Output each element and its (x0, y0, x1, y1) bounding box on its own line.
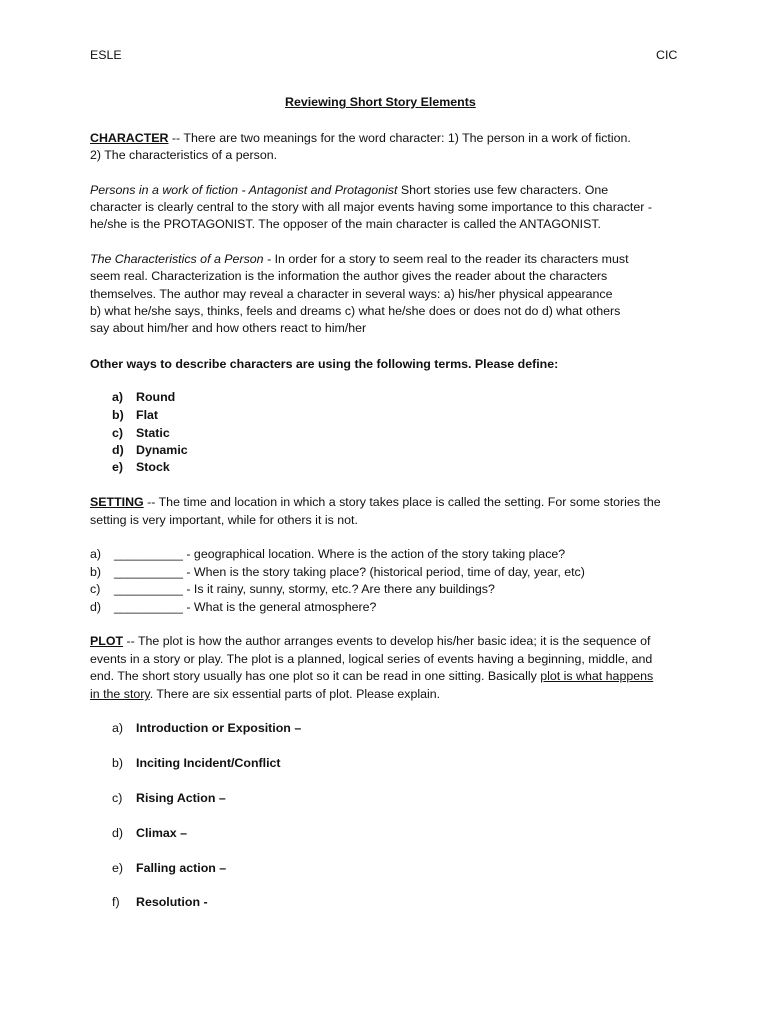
plot-heading: PLOT (90, 634, 124, 648)
characteristics-line-3: themselves. The author may reveal a character in several ways: a) his/her physical appearance (90, 287, 613, 301)
plot-part-label: e) (112, 861, 124, 875)
plot-line-4 (90, 687, 440, 701)
plot-part-label: b) (112, 756, 124, 770)
plot-part-text: Inciting Incident/Conflict (136, 756, 281, 770)
term-item (112, 408, 158, 422)
plot-part-label: f) (112, 895, 120, 909)
plot-text-3a: end. The short story usually has one plot so it can be read in one sitting. Basically (90, 669, 541, 683)
term-item (112, 426, 170, 440)
plot-part-text: Falling action – (136, 861, 227, 875)
term-item (112, 390, 175, 404)
other-ways-line: Other ways to describe characters are using the following terms. Please define: (90, 357, 559, 371)
term-text: Round (136, 390, 176, 404)
plot-part-item (112, 756, 281, 770)
plot-part-label: c) (112, 791, 123, 805)
setting-text-1: -- The time and location in which a story takes place is called the setting. For some stories the (143, 495, 661, 509)
plot-part-item (112, 791, 226, 805)
term-label: c) (112, 426, 124, 440)
plot-part-item (112, 826, 187, 840)
term-item (112, 460, 170, 474)
character-heading: CHARACTER (90, 131, 169, 145)
term-text: Dynamic (136, 443, 188, 457)
plot-emphasis-1: plot is what happens (540, 669, 654, 683)
term-label: a) (112, 390, 124, 404)
persons-line-1 (90, 183, 608, 197)
persons-heading: Persons in a work of fiction - Antagonist and Protagonist (90, 183, 398, 197)
term-text: Static (136, 426, 170, 440)
header-right: CIC (656, 48, 678, 62)
setting-item (90, 600, 376, 614)
setting-item (90, 582, 495, 596)
persons-line-3: he/she is the PROTAGONIST. The opposer of the main character is called the ANTAGONIST. (90, 217, 601, 231)
setting-item-label: c) (90, 582, 101, 596)
term-label: e) (112, 460, 124, 474)
characteristics-line-2: seem real. Characterization is the information the author gives the reader about the characters (90, 269, 608, 283)
characteristics-line-5: say about him/her and how others react to him/her (90, 321, 367, 335)
term-label: d) (112, 443, 124, 457)
term-item (112, 443, 188, 457)
character-line-1 (90, 131, 631, 145)
setting-item-text: __________ - What is the general atmosphere? (114, 600, 377, 614)
plot-part-item (112, 895, 208, 909)
setting-item-text: __________ - Is it rainy, sunny, stormy, etc.? Are there any buildings? (114, 582, 495, 596)
term-label: b) (112, 408, 124, 422)
plot-part-label: a) (112, 721, 124, 735)
plot-part-item (112, 721, 301, 735)
persons-line-2: character is clearly central to the story with all major events having some importance to this character - (90, 200, 652, 214)
setting-item (90, 565, 585, 579)
setting-item-label: b) (90, 565, 102, 579)
character-text-1: -- There are two meanings for the word character: 1) The person in a work of fiction. (168, 131, 631, 145)
term-text: Flat (136, 408, 159, 422)
character-line-2: 2) The characteristics of a person. (90, 148, 278, 162)
setting-line-2: setting is very important, while for others it is not. (90, 513, 358, 527)
plot-line-2: events in a story or play. The plot is a planned, logical series of events having a beginning, middle, and (90, 652, 653, 666)
setting-item-text: __________ - When is the story taking place? (historical period, time of day, year, etc) (114, 565, 585, 579)
setting-item-label: a) (90, 547, 102, 561)
term-text: Stock (136, 460, 170, 474)
persons-text-1: Short stories use few characters. One (397, 183, 609, 197)
plot-text-1: -- The plot is how the author arranges events to develop his/her basic idea; it is the sequence of (123, 634, 651, 648)
plot-part-text: Resolution - (136, 895, 208, 909)
document-title: Reviewing Short Story Elements (285, 95, 476, 109)
plot-part-text: Climax – (136, 826, 187, 840)
plot-part-text: Rising Action – (136, 791, 226, 805)
plot-line-3 (90, 669, 653, 683)
plot-emphasis-2: in the story (90, 687, 150, 701)
characteristics-heading: The Characteristics of a Person - (90, 252, 272, 266)
characteristics-line-4: b) what he/she says, thinks, feels and dreams c) what he/she does or does not do d) what others (90, 304, 621, 318)
plot-part-label: d) (112, 826, 124, 840)
setting-item (90, 547, 565, 561)
header-left: ESLE (90, 48, 122, 62)
plot-part-item (112, 861, 226, 875)
setting-heading: SETTING (90, 495, 144, 509)
setting-item-text: __________ - geographical location. Where is the action of the story taking place? (114, 547, 566, 561)
characteristics-text-1: In order for a story to seem real to the reader its characters must (271, 252, 629, 266)
plot-line-1 (90, 634, 650, 648)
characteristics-line-1 (90, 252, 629, 266)
setting-item-label: d) (90, 600, 102, 614)
plot-part-text: Introduction or Exposition – (136, 721, 302, 735)
plot-text-4b: . There are six essential parts of plot. Please explain. (149, 687, 441, 701)
setting-line-1 (90, 495, 661, 509)
